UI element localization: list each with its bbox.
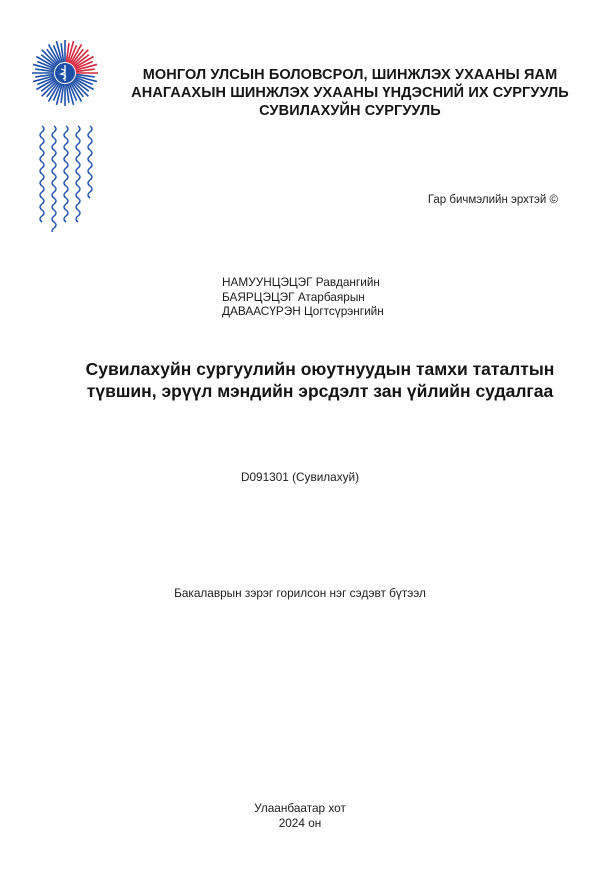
author-list <box>222 275 384 319</box>
thesis-title <box>40 358 600 402</box>
university-logo-icon <box>30 38 100 108</box>
header-university: АНАГААХЫН ШИНЖЛЭХ УХААНЫ ҮНДЭСНИЙ ИХ СУРГУУЛЬ <box>131 85 569 101</box>
author-name: БАЯРЦЭЦЭГ Атарбаярын <box>222 289 365 304</box>
place-and-year <box>0 801 600 831</box>
mongolian-script-icon <box>30 122 100 232</box>
thesis-title-line: түвшин, эрүүл мэндийн эрсдэлт зан үйлийн судалгаа <box>86 381 554 401</box>
year: 2024 он <box>278 816 322 830</box>
thesis-title-line: Сувилахуйн сургуулийн оюутнуудын тамхи таталтын <box>85 359 555 379</box>
header-ministry: МОНГОЛ УЛСЫН БОЛОВСРОЛ, ШИНЖЛЭХ УХААНЫ ЯАМ <box>142 67 558 83</box>
copyright-notice: Гар бичмэлийн эрхтэй © <box>427 194 558 206</box>
author-name: ДАВААСҮРЭН Цогтсүрэнгийн <box>222 304 384 318</box>
program-code: D091301 (Сувилахуй) <box>240 470 360 484</box>
city: Улаанбаатар хот <box>254 801 346 815</box>
institution-header <box>110 66 590 120</box>
degree-statement: Бакалаврын зэрэг горилсон нэг сэдэвт бүтээл <box>174 586 426 600</box>
header-school: СУВИЛАХУЙН СУРГУУЛЬ <box>259 103 441 119</box>
author-name: НАМУУНЦЭЦЭГ Равдангийн <box>222 275 380 289</box>
